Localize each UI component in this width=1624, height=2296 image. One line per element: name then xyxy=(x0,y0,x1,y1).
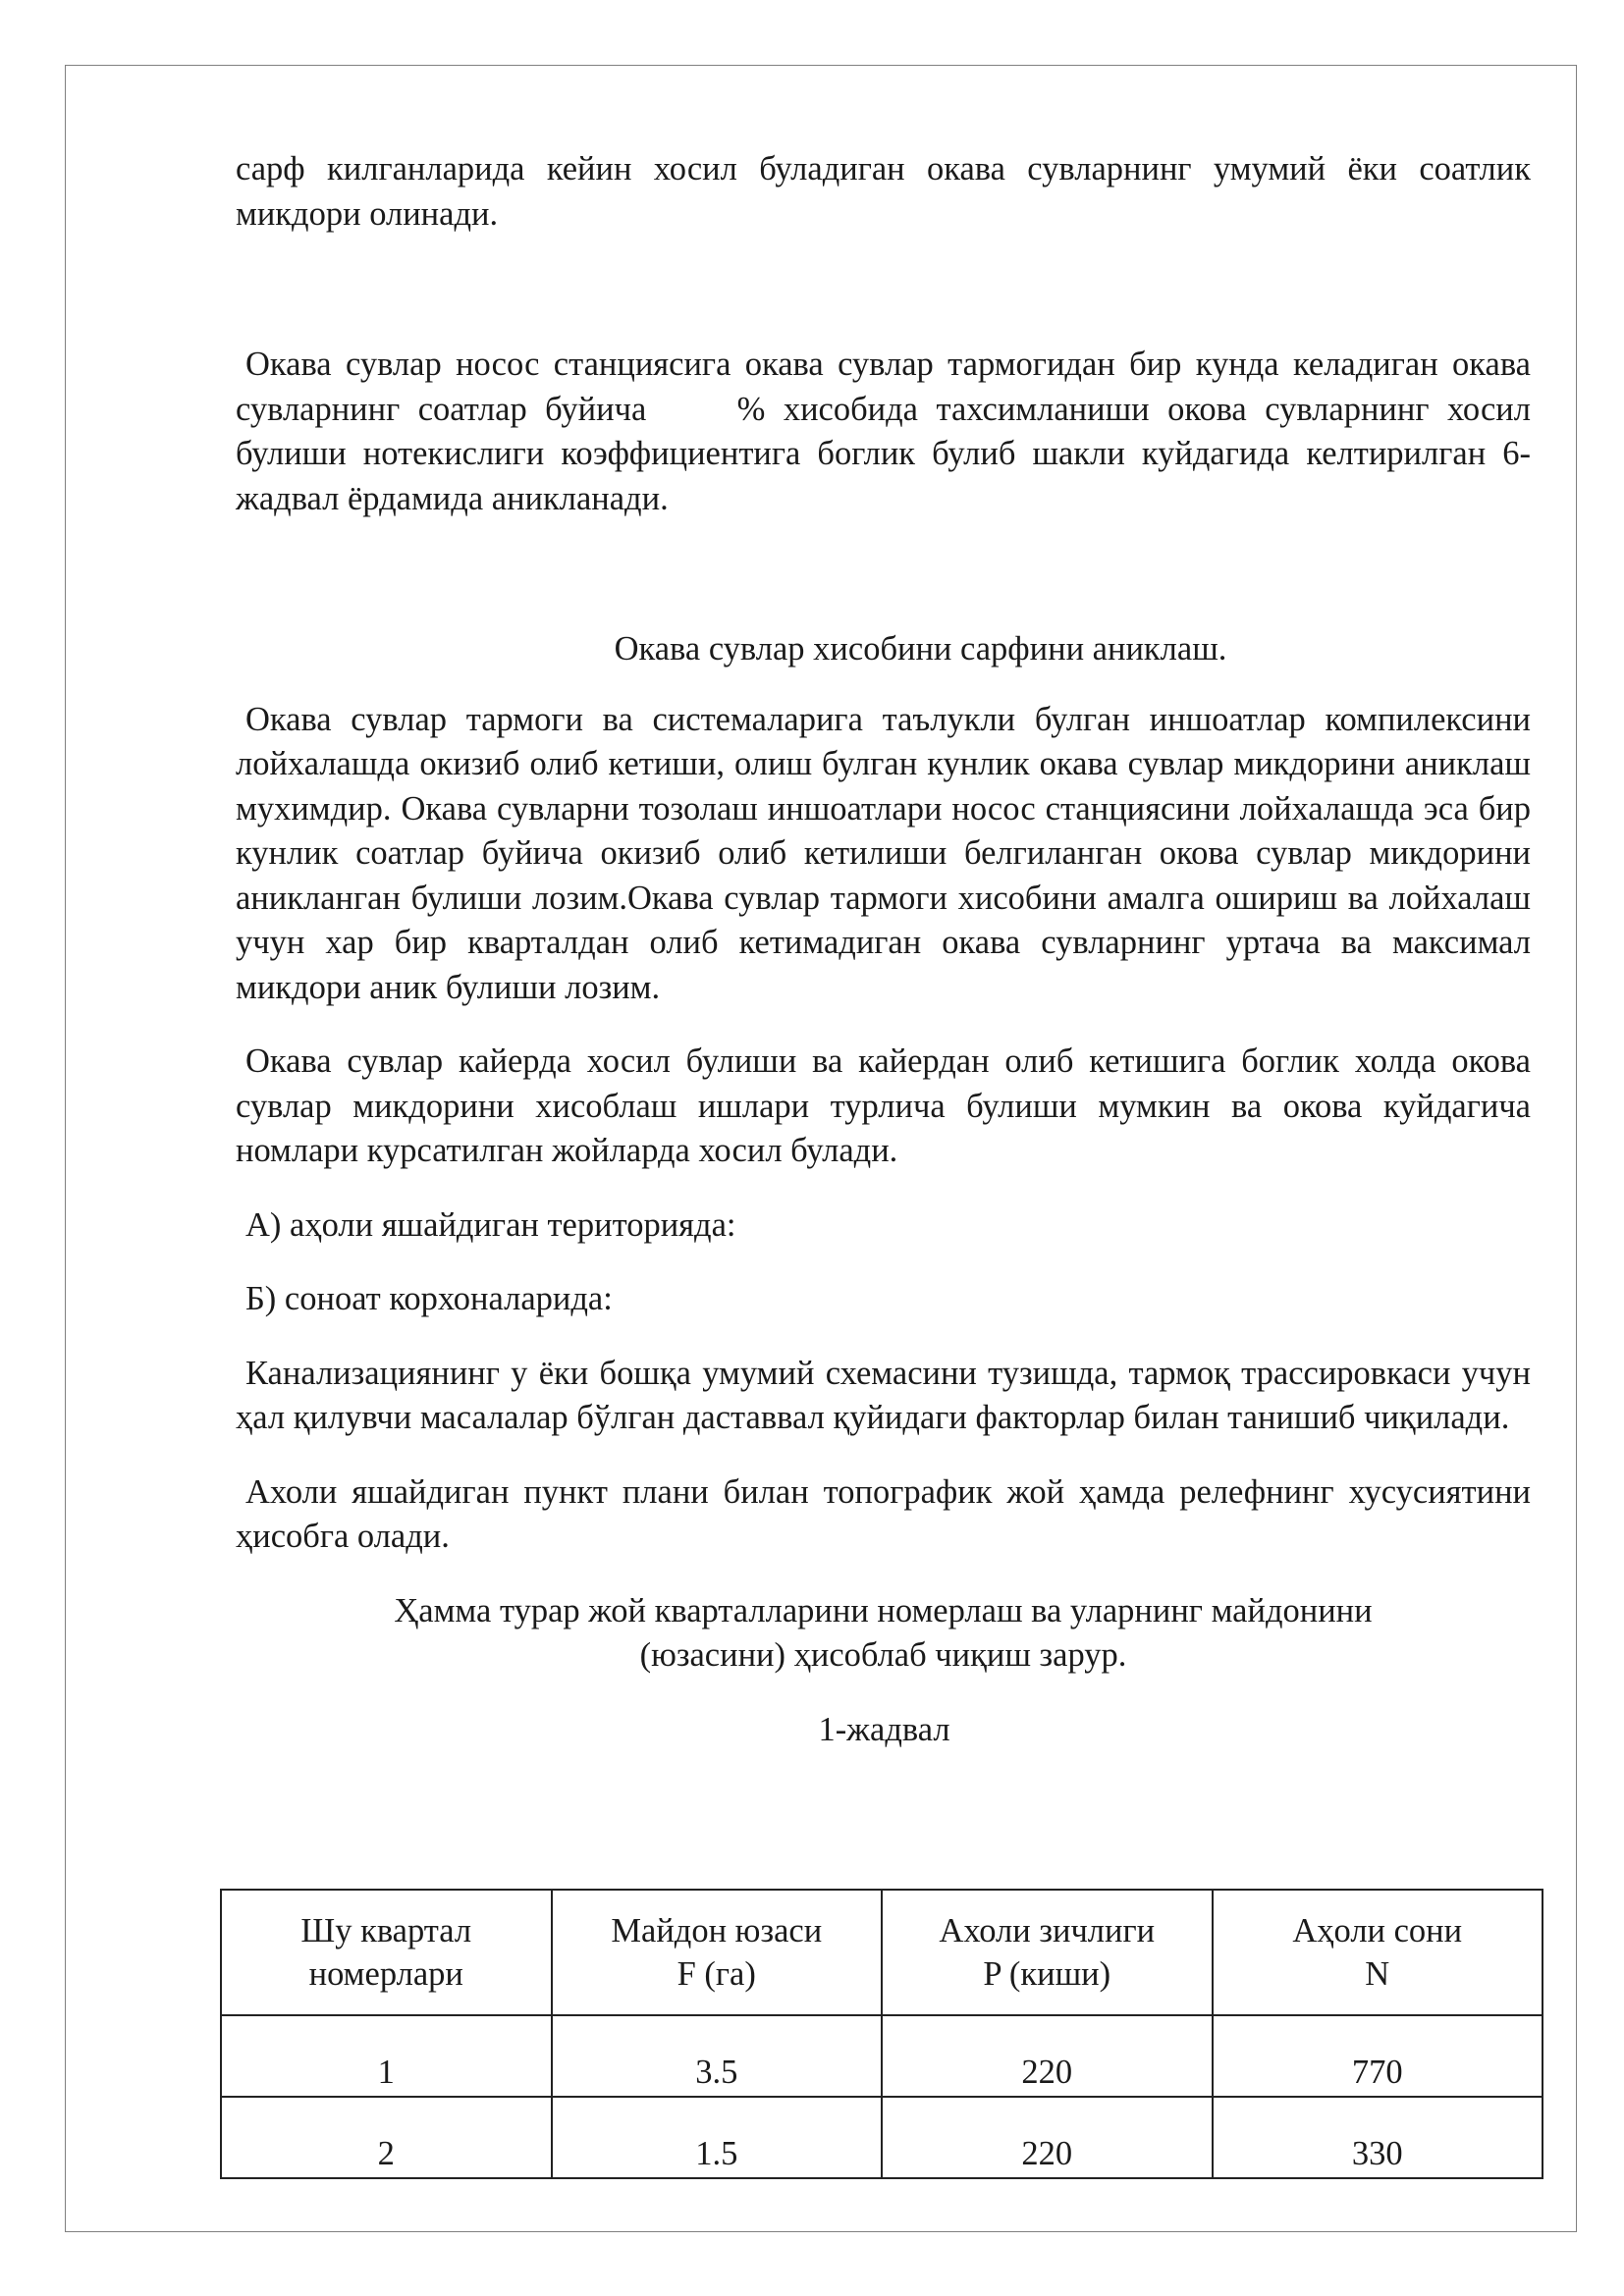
spacer xyxy=(236,1010,1531,1040)
spacer xyxy=(236,237,1531,343)
spacer xyxy=(236,1679,1531,1708)
spacer xyxy=(236,1322,1531,1352)
header-area: Майдон юзаси F (га) xyxy=(552,1890,883,2015)
list-item-a: А) аҳоли яшайдиган територияда: xyxy=(245,1205,736,1244)
paragraph-topography: Ахоли яшайдиган пункт плани билан топографик жой ҳамда релефнинг хусусиятини ҳисобга олади. xyxy=(236,1472,1531,1555)
spacer xyxy=(236,1441,1531,1470)
spacer xyxy=(236,1174,1531,1203)
paragraph-continuation: сарф килганларида кейин хосил буладиган окава сувларнинг умумий ёки соатлик микдори олинади. xyxy=(236,150,1531,233)
header-population: Аҳоли сони N xyxy=(1213,1890,1543,2015)
paragraph-wastewater-sources: Окава сувлар кайерда хосил булиши ва кайердан олиб кетишига боглик холда окова сувлар микдорини хисоблаш ишлари турлича булиши мумкин ва окова куйдагича номлари курсатилган жойларда хосил булади. xyxy=(236,1042,1531,1169)
table-header-row xyxy=(221,1890,1543,2015)
cell-quarter-number: 1 xyxy=(221,2015,552,2097)
spacer xyxy=(236,672,1531,698)
list-item-b: Б) соноат корхоналарида: xyxy=(245,1280,613,1317)
header-density: Ахоли зичлиги P (киши) xyxy=(882,1890,1213,2015)
quarters-table xyxy=(220,1889,1543,2179)
table-row xyxy=(221,2097,1543,2178)
cell-quarter-number: 2 xyxy=(221,2097,552,2178)
paragraph-pump-station: Окава сувлар носос станциясига окава сувлар тармогидан бир кунда келадиган окава сувларнинг соатлар буйича % хисобида тахсимланиши окова сувларнинг хосил булиши нотекислиги коэффициентига боглик булиб шакли куйдагида келтирилган 6-жадвал ёрдамида аникланади. xyxy=(236,346,1540,517)
spacer xyxy=(236,521,1531,627)
section-heading: Окава сувлар хисобини сарфини аниклаш. xyxy=(614,630,1227,667)
paragraph-network-design: Окава сувлар тармоги ва системаларига таълукли булган иншоатлар компилексини лойхалашда окизиб олиб кетиши, олиш булган кунлик окава сувлар микдорини аниклаш мухимдир. Окава сувларни тозолаш иншоатлари носос станциясини лойхалашда эса бир кунлик соатлар буйича окизиб олиб кетилиши белгиланган окова сувлар микдорини аникланган булиши лозим.Окава сувлар тармоги хисобини амалга ошириш ва лойхалаш учун хар бир кварталдан олиб кетимадиган окава сувларнинг уртача ва максимал микдори аник булиши лозим. xyxy=(236,700,1531,1006)
cell-population: 330 xyxy=(1213,2097,1543,2178)
centered-note-line-2: (юзасини) ҳисоблаб чиқиш зарур. xyxy=(639,1636,1127,1674)
cell-area: 3.5 xyxy=(552,2015,883,2097)
centered-note-line-1: Ҳамма турар жой кварталларини номерлаш ва уларнинг майдонини xyxy=(394,1591,1373,1629)
cell-area: 1.5 xyxy=(552,2097,883,2178)
cell-density: 220 xyxy=(882,2015,1213,2097)
header-quarter-number: Шу квартал номерлари xyxy=(221,1890,552,2015)
cell-population: 770 xyxy=(1213,2015,1543,2097)
table-caption: 1-жадвал xyxy=(818,1710,950,1748)
cell-density: 220 xyxy=(882,2097,1213,2178)
table-row xyxy=(221,2015,1543,2097)
spacer xyxy=(236,1560,1531,1589)
spacer xyxy=(236,1248,1531,1277)
paragraph-sewer-scheme: Канализациянинг у ёки бошқа умумий схемасини тузишда, тармоқ трассировкаси учун ҳал қилувчи масалалар бўлган даставвал қуйидаги факторлар билан танишиб чиқилади. xyxy=(236,1354,1531,1436)
document-body xyxy=(236,147,1540,1752)
